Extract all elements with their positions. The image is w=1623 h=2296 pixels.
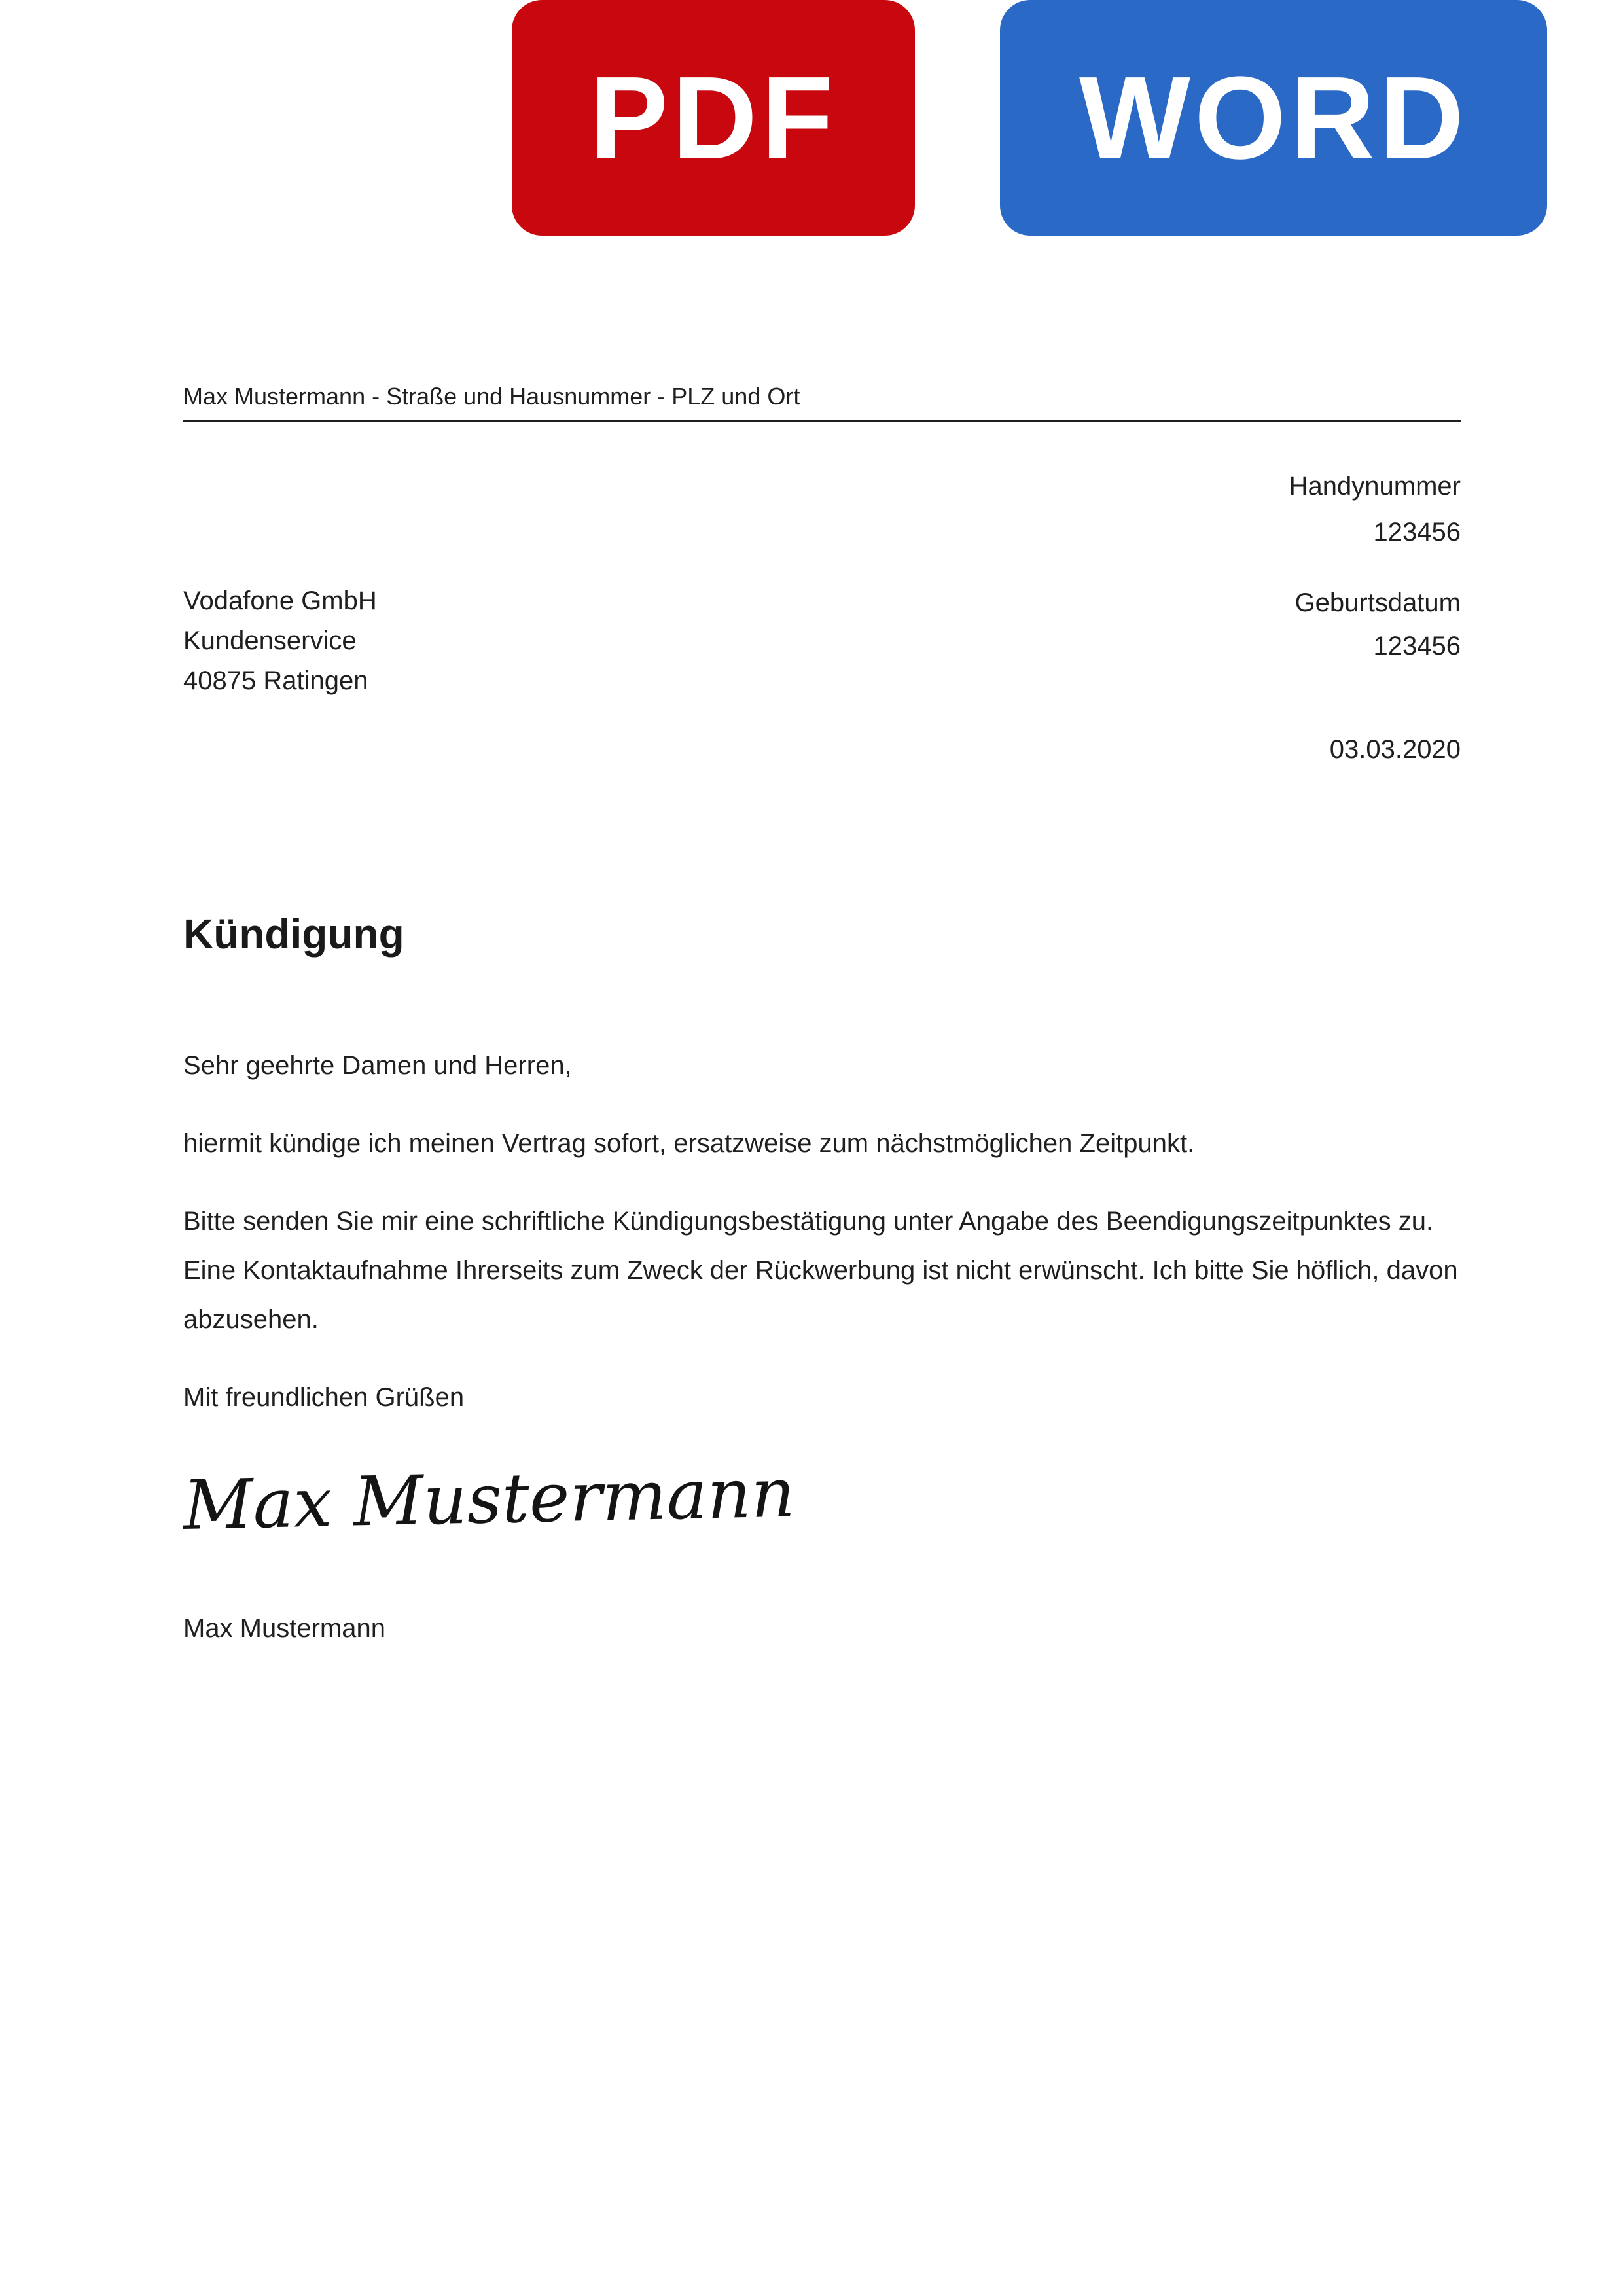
body-paragraph-1: hiermit kündige ich meinen Vertrag sofort, ersatzweise zum nächstmöglichen Zeitpunkt. [183, 1129, 1195, 1158]
word-download-button[interactable]: WORD [1000, 0, 1547, 236]
birthdate-label: Geburtsdatum [1294, 588, 1461, 618]
address-row [183, 581, 1461, 700]
recipient-address [183, 581, 377, 700]
printed-signature-name: Max Mustermann [183, 1613, 385, 1643]
subject-heading: Kündigung [183, 910, 404, 958]
phone-label: Handynummer [1289, 472, 1461, 501]
letter-date: 03.03.2020 [1329, 734, 1461, 764]
handwritten-signature: Max Mustermann [182, 1452, 796, 1546]
birthdate-value: 123456 [1373, 632, 1461, 661]
phone-value: 123456 [1373, 518, 1461, 547]
body-paragraph-2: Bitte senden Sie mir eine schriftliche Kündigungsbestätigung unter Angabe des Beendigungszeitpunktes zu. Eine Kontaktaufnahme Ihrerseits zum Zweck der Rückwerbung ist nicht erwünscht. Ich bitte Sie höflich, davon abzusehen. [183, 1207, 1458, 1335]
phone-block [183, 463, 1461, 555]
birthdate-block [1295, 581, 1461, 668]
recipient-name: Vodafone GmbH [183, 586, 377, 616]
letter-content [183, 0, 1461, 1648]
sender-address-line: Max Mustermann - Straße und Hausnummer - PLZ und Ort [183, 382, 1461, 422]
recipient-city: 40875 Ratingen [183, 666, 368, 695]
recipient-department: Kundenservice [183, 626, 357, 655]
closing-line: Mit freundlichen Grüßen [183, 1383, 465, 1412]
pdf-download-button[interactable]: PDF [512, 0, 915, 236]
salutation: Sehr geehrte Damen und Herren, [183, 1051, 572, 1081]
